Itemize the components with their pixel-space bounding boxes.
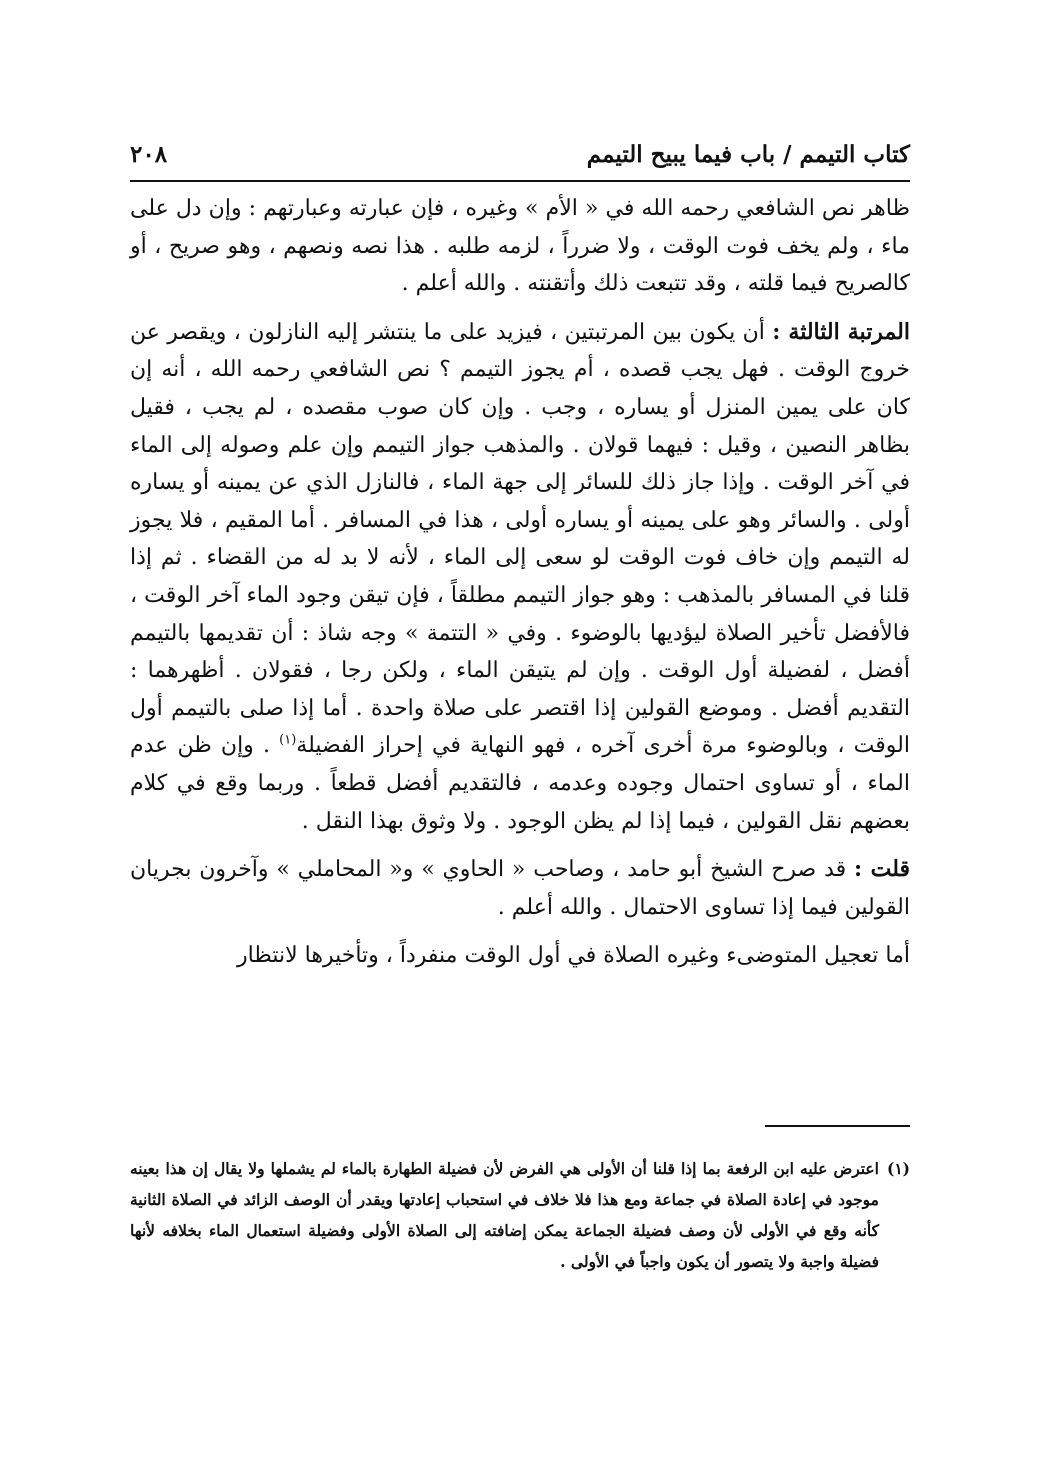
footnote-text: اعترض عليه ابن الرفعة بما إذا قلنا أن الأولى هي الفرض لأن فضيلة الطهارة بالماء لم يشملها ولا يقال إن هذا بعينه موجود في إعادة الصلاة في جماعة ومع هذا فلا خلاف في استحباب إعادتها ويقدر أن الوصف الزائد في الصلاة الثانية كأنه وقع في الأولى لأن وصف فضيلة الجماعة يمكن إضافته إلى الصلاة الأولى وفضيلة استعمال الماء بخلافه لأنها فضيلة واجبة ولا يتصور أن يكون واجباً في الأولى .: [130, 1159, 879, 1271]
page-number: ٢٠٨: [130, 140, 168, 168]
header-rule: [130, 180, 910, 182]
paragraph-2-heading: المرتبة الثالثة :: [772, 318, 910, 345]
footnote-item: [130, 1153, 910, 1277]
footnote-reference: (١): [279, 732, 297, 748]
paragraph-3: [130, 851, 910, 926]
paragraph-4-text: أما تعجيل المتوضىء وغيره الصلاة في أول الوقت منفرداً ، وتأخيرها لانتظار: [236, 943, 910, 969]
footnote-number: (١): [886, 1159, 910, 1178]
paragraph-2-tail: . وإن ظن عدم الماء ، أو تساوى احتمال وجوده وعدمه ، فالتقديم أفضل قطعاً . وربما وقع في كلام بعضهم نقل القولين ، فيما إذا لم يظن الوجود . ولا وثوق بهذا النقل .: [130, 733, 910, 834]
paragraph-1-text: ظاهر نص الشافعي رحمه الله في « الأم » وغيره ، فإن عبارته وعبارتهم : وإن دل على ماء ، ولم يخف فوت الوقت ، ولا ضرراً ، لزمه طلبه . هذا نصه ونصهم ، وهو صريح ، أو كالصريح فيما قلته ، وقد تتبعت ذلك وأتقنته . والله أعلم .: [130, 196, 910, 297]
paragraph-2-text: أن يكون بين المرتبتين ، فيزيد على ما ينتشر إليه النازلون ، ويقصر عن خروج الوقت . فهل يجب قصده ، أم يجوز التيمم ؟ نص الشافعي رحمه الله ، أنه إن كان على يمين المنزل أو يساره ، وجب . وإن كان صوب مقصده ، لم يجب ، فقيل بظاهر النصين ، وقيل : فيهما قولان . والمذهب جواز التيمم وإن علم وصوله إلى الماء في آخر الوقت . وإذا جاز ذلك للسائر إلى جهة الماء ، فالنازل الذي عن يمينه أو يساره أولى . والسائر وهو على يمينه أو يساره أولى ، هذا في المسافر . أما المقيم ، فلا يجوز له التيمم وإن خاف فوت الوقت لو سعى إلى الماء ، لأنه لا بد له من القضاء . ثم إذا قلنا في المسافر بالمذهب : وهو جواز التيمم مطلقاً ، فإن تيقن وجود الماء آخر الوقت ، فالأفضل تأخير الصلاة ليؤديها بالوضوء . وفي « التتمة » وجه شاذ : أن تقديمها بالتيمم أفضل ، لفضيلة أول الوقت . وإن لم يتيقن الماء ، ولكن رجا ، فقولان . أظهرهما : التقديم أفضل . وموضع القولين إذا اقتصر على صلاة واحدة . أما إذا صلى بالتيمم أول الوقت ، وبالوضوء مرة أخرى آخره ، فهو النهاية في إحراز الفضيلة: [130, 319, 910, 759]
running-header: [130, 132, 910, 176]
header-title: كتاب التيمم / باب فيما يبيح التيمم: [586, 140, 910, 168]
paragraph-3-heading: قلت :: [853, 856, 910, 883]
footnote-rule: [765, 1125, 910, 1127]
paragraph-2: [130, 314, 910, 840]
paragraph-4: [130, 937, 910, 975]
paragraph-3-text: قد صرح الشيخ أبو حامد ، وصاحب « الحاوي » و« المحاملي » وآخرون بجريان القولين فيما إذا تساوى الاحتمال . والله أعلم .: [130, 857, 910, 920]
main-text: [130, 190, 910, 975]
paragraph-1: [130, 190, 910, 303]
footnotes: [130, 1153, 910, 1277]
